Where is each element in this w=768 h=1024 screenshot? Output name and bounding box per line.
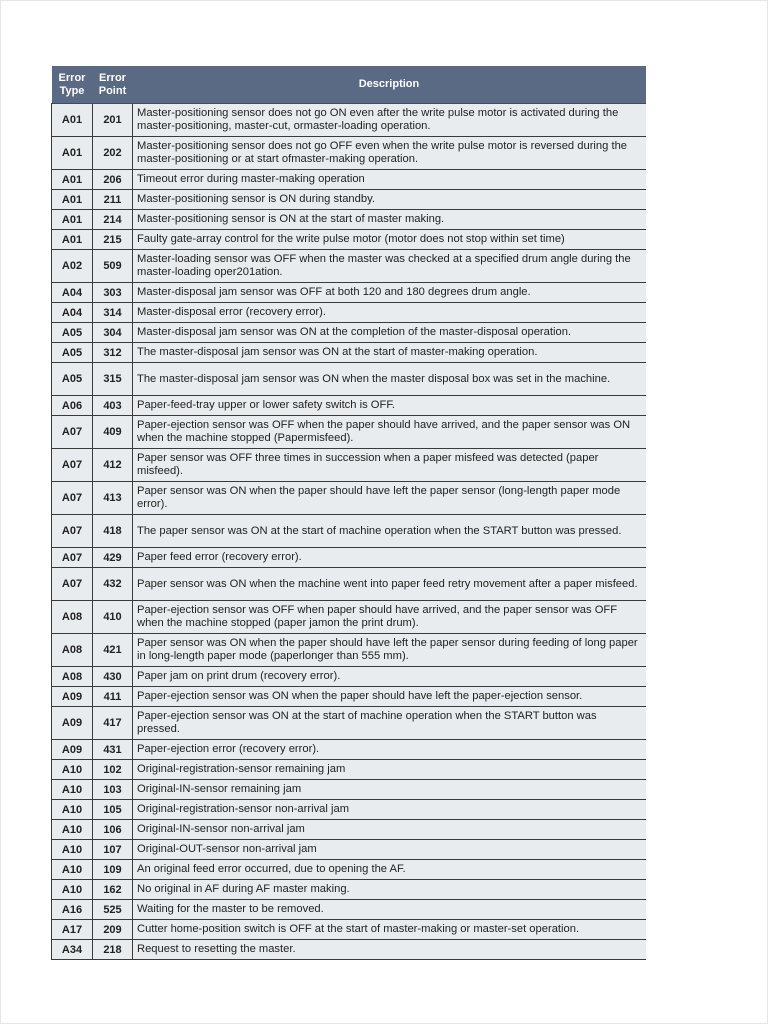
error-point-cell: 162	[93, 880, 133, 900]
description-cell: Master-disposal jam sensor was OFF at both 120 and 180 degrees drum angle.	[133, 283, 646, 303]
table-row	[52, 760, 646, 780]
error-point-cell: 430	[93, 667, 133, 687]
description-cell: Waiting for the master to be removed.	[133, 900, 646, 920]
description-cell: The master-disposal jam sensor was ON when the master disposal box was set in the machine.	[133, 363, 646, 396]
error-point-cell: 315	[93, 363, 133, 396]
error-type-cell: A05	[52, 323, 93, 343]
error-point-cell: 432	[93, 568, 133, 601]
error-point-cell: 202	[93, 137, 133, 170]
error-point-cell: 209	[93, 920, 133, 940]
table-row	[52, 780, 646, 800]
description-cell: Master-positioning sensor does not go ON even after the write pulse motor is activated during the master-positioning, master-cut, ormaster-loading operation.	[133, 104, 646, 137]
error-type-cell: A17	[52, 920, 93, 940]
error-type-cell: A10	[52, 820, 93, 840]
table-body	[52, 104, 646, 960]
description-cell: Paper-ejection sensor was OFF when the paper should have arrived, and the paper sensor was ON when the machine stopped (Papermisfeed).	[133, 416, 646, 449]
error-type-cell: A09	[52, 707, 93, 740]
error-type-cell: A09	[52, 687, 93, 707]
error-type-cell: A01	[52, 210, 93, 230]
table-row	[52, 482, 646, 515]
table-row	[52, 137, 646, 170]
description-cell: Cutter home-position switch is OFF at the start of master-making or master-set operation.	[133, 920, 646, 940]
table-row	[52, 190, 646, 210]
error-type-cell: A08	[52, 667, 93, 687]
error-type-cell: A08	[52, 601, 93, 634]
error-point-cell: 525	[93, 900, 133, 920]
description-cell: Original-OUT-sensor non-arrival jam	[133, 840, 646, 860]
error-type-cell: A16	[52, 900, 93, 920]
description-cell: Master-positioning sensor is ON during standby.	[133, 190, 646, 210]
error-type-cell: A34	[52, 940, 93, 960]
error-type-cell: A02	[52, 250, 93, 283]
description-cell: Original-registration-sensor non-arrival jam	[133, 800, 646, 820]
table-row	[52, 250, 646, 283]
table-row	[52, 601, 646, 634]
error-type-cell: A07	[52, 568, 93, 601]
table-row	[52, 230, 646, 250]
table-row	[52, 940, 646, 960]
error-point-cell: 429	[93, 548, 133, 568]
error-type-cell: A04	[52, 283, 93, 303]
table-row	[52, 283, 646, 303]
error-point-cell: 509	[93, 250, 133, 283]
error-point-cell: 102	[93, 760, 133, 780]
description-cell: Paper-ejection sensor was ON at the start of machine operation when the START button was pressed.	[133, 707, 646, 740]
error-type-cell: A07	[52, 482, 93, 515]
description-cell: Paper-ejection sensor was OFF when paper should have arrived, and the paper sensor was OFF when the machine stopped (paper jamon the print drum).	[133, 601, 646, 634]
error-point-cell: 201	[93, 104, 133, 137]
error-type-cell: A10	[52, 860, 93, 880]
error-point-cell: 218	[93, 940, 133, 960]
error-point-cell: 215	[93, 230, 133, 250]
description-cell: An original feed error occurred, due to opening the AF.	[133, 860, 646, 880]
description-cell: Faulty gate-array control for the write pulse motor (motor does not stop within set time)	[133, 230, 646, 250]
description-cell: Master-disposal jam sensor was ON at the completion of the master-disposal operation.	[133, 323, 646, 343]
table-row	[52, 343, 646, 363]
error-point-cell: 412	[93, 449, 133, 482]
table-row	[52, 667, 646, 687]
header-error-type: Error Type	[52, 66, 93, 104]
error-point-cell: 312	[93, 343, 133, 363]
table-row	[52, 363, 646, 396]
description-cell: Paper sensor was OFF three times in succession when a paper misfeed was detected (paper misfeed).	[133, 449, 646, 482]
error-point-cell: 303	[93, 283, 133, 303]
description-cell: Request to resetting the master.	[133, 940, 646, 960]
error-point-cell: 403	[93, 396, 133, 416]
table-row	[52, 860, 646, 880]
table-row	[52, 515, 646, 548]
description-cell: No original in AF during AF master making.	[133, 880, 646, 900]
error-type-cell: A01	[52, 170, 93, 190]
table-row	[52, 900, 646, 920]
error-type-cell: A09	[52, 740, 93, 760]
description-cell: Paper sensor was ON when the paper should have left the paper sensor (long-length paper mode error).	[133, 482, 646, 515]
table-row	[52, 396, 646, 416]
description-cell: Original-registration-sensor remaining jam	[133, 760, 646, 780]
error-point-cell: 314	[93, 303, 133, 323]
description-cell: Paper jam on print drum (recovery error).	[133, 667, 646, 687]
error-type-cell: A10	[52, 760, 93, 780]
description-cell: Original-IN-sensor remaining jam	[133, 780, 646, 800]
error-point-cell: 418	[93, 515, 133, 548]
error-point-cell: 107	[93, 840, 133, 860]
table-row	[52, 210, 646, 230]
description-cell: Timeout error during master-making operation	[133, 170, 646, 190]
description-cell: Master-positioning sensor is ON at the start of master making.	[133, 210, 646, 230]
table-row	[52, 820, 646, 840]
error-type-cell: A01	[52, 137, 93, 170]
table-row	[52, 303, 646, 323]
error-type-cell: A01	[52, 230, 93, 250]
header-error-point: Error Point	[93, 66, 133, 104]
table-row	[52, 449, 646, 482]
error-type-cell: A05	[52, 343, 93, 363]
table-row	[52, 548, 646, 568]
description-cell: Paper-ejection sensor was ON when the paper should have left the paper-ejection sensor.	[133, 687, 646, 707]
description-cell: Original-IN-sensor non-arrival jam	[133, 820, 646, 840]
error-point-cell: 409	[93, 416, 133, 449]
description-cell: Paper sensor was ON when the machine went into paper feed retry movement after a paper misfeed.	[133, 568, 646, 601]
error-type-cell: A07	[52, 515, 93, 548]
table-row	[52, 323, 646, 343]
error-code-table	[51, 66, 646, 960]
table-row	[52, 568, 646, 601]
error-point-cell: 413	[93, 482, 133, 515]
error-point-cell: 109	[93, 860, 133, 880]
error-type-cell: A08	[52, 634, 93, 667]
table-row	[52, 687, 646, 707]
description-cell: Master-positioning sensor does not go OFF even when the write pulse motor is reversed during the master-positioning or at start ofmaster-making operation.	[133, 137, 646, 170]
error-point-cell: 206	[93, 170, 133, 190]
description-cell: Paper sensor was ON when the paper should have left the paper sensor during feeding of long paper in long-length paper mode (paperlonger than 555 mm).	[133, 634, 646, 667]
table-row	[52, 634, 646, 667]
error-point-cell: 304	[93, 323, 133, 343]
error-point-cell: 103	[93, 780, 133, 800]
table-header	[52, 66, 646, 104]
error-point-cell: 431	[93, 740, 133, 760]
table-row	[52, 707, 646, 740]
error-point-cell: 417	[93, 707, 133, 740]
error-type-cell: A05	[52, 363, 93, 396]
error-type-cell: A07	[52, 449, 93, 482]
error-type-cell: A01	[52, 104, 93, 137]
error-type-cell: A10	[52, 800, 93, 820]
description-cell: Master-disposal error (recovery error).	[133, 303, 646, 323]
description-cell: Paper-feed-tray upper or lower safety switch is OFF.	[133, 396, 646, 416]
error-point-cell: 106	[93, 820, 133, 840]
error-type-cell: A04	[52, 303, 93, 323]
error-point-cell: 411	[93, 687, 133, 707]
error-type-cell: A06	[52, 396, 93, 416]
error-type-cell: A01	[52, 190, 93, 210]
error-point-cell: 211	[93, 190, 133, 210]
error-type-cell: A10	[52, 840, 93, 860]
error-type-cell: A07	[52, 548, 93, 568]
description-cell: Paper-ejection error (recovery error).	[133, 740, 646, 760]
error-type-cell: A10	[52, 880, 93, 900]
table-row	[52, 416, 646, 449]
table-row	[52, 880, 646, 900]
error-type-cell: A10	[52, 780, 93, 800]
table-row	[52, 840, 646, 860]
error-point-cell: 421	[93, 634, 133, 667]
table-row	[52, 170, 646, 190]
table-row	[52, 800, 646, 820]
header-description: Description	[133, 66, 646, 104]
description-cell: The master-disposal jam sensor was ON at the start of master-making operation.	[133, 343, 646, 363]
error-point-cell: 410	[93, 601, 133, 634]
error-point-cell: 105	[93, 800, 133, 820]
table-row	[52, 740, 646, 760]
error-type-cell: A07	[52, 416, 93, 449]
table-row	[52, 104, 646, 137]
description-cell: Master-loading sensor was OFF when the master was checked at a specified drum angle during the master-loading oper201ation.	[133, 250, 646, 283]
table-row	[52, 920, 646, 940]
description-cell: The paper sensor was ON at the start of machine operation when the START button was pressed.	[133, 515, 646, 548]
description-cell: Paper feed error (recovery error).	[133, 548, 646, 568]
error-point-cell: 214	[93, 210, 133, 230]
